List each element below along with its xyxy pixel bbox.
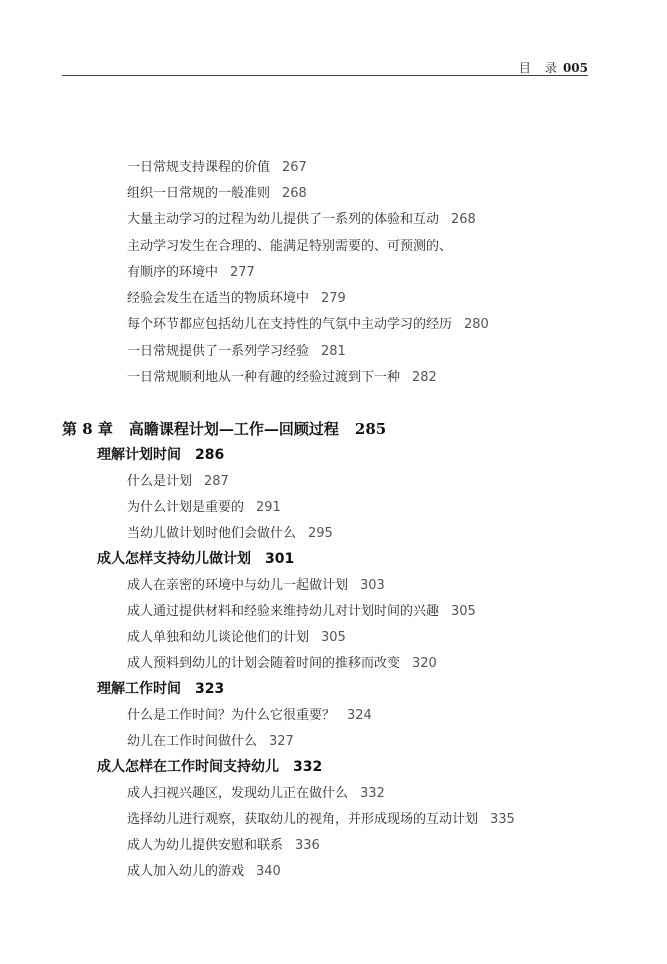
toc-entry[interactable] <box>127 860 281 879</box>
toc-entry-page: 305 <box>451 604 476 619</box>
chapter-page: 285 <box>354 420 387 438</box>
toc-entry-page: 320 <box>412 656 437 671</box>
toc-entry-page: 305 <box>321 630 346 645</box>
toc-entry-text: 成人在亲密的环境中与幼儿一起做计划 <box>127 578 349 593</box>
toc-entry-page: 336 <box>295 838 320 853</box>
toc-entry[interactable] <box>127 704 372 723</box>
toc-entry[interactable] <box>127 313 489 332</box>
toc-entry-text: 有顺序的环境中 <box>127 265 219 280</box>
header-title-part-2: 录 <box>544 61 557 75</box>
toc-entry-text: 主动学习发生在合理的、能满足特别需要的、可预测的、 <box>127 239 453 254</box>
toc-entry-text: 大量主动学习的过程为幼儿提供了一系列的体验和互动 <box>127 212 440 227</box>
toc-entry-page: 335 <box>490 812 515 827</box>
toc-entry[interactable] <box>127 340 346 359</box>
toc-entry-page: 277 <box>230 265 255 280</box>
toc-entry-page: 303 <box>360 578 385 593</box>
toc-entry[interactable] <box>127 626 346 645</box>
toc-entry[interactable] <box>127 156 307 175</box>
toc-entry[interactable] <box>127 600 476 619</box>
chapter-heading[interactable] <box>62 418 386 439</box>
section-page: 323 <box>195 681 225 697</box>
section-page: 301 <box>265 551 295 567</box>
toc-entry-page: 327 <box>269 734 294 749</box>
toc-entry-text: 成人加入幼儿的游戏 <box>127 864 245 879</box>
toc-entry-text: 一日常规支持课程的价值 <box>127 160 271 175</box>
toc-entry-page: 295 <box>308 526 333 541</box>
toc-entry-text: 经验会发生在适当的物质环境中 <box>127 291 310 306</box>
chapter-title: 高瞻课程计划—工作—回顾过程 <box>128 420 339 438</box>
toc-entry[interactable] <box>127 261 255 280</box>
header-title-part-1: 目 <box>518 61 531 75</box>
toc-entry-page: 268 <box>282 186 307 201</box>
toc-entry-text: 当幼儿做计划时他们会做什么 <box>127 526 297 541</box>
toc-entry-text: 每个环节都应包括幼儿在支持性的气氛中主动学习的经历 <box>127 317 453 332</box>
toc-entry-text: 成人预料到幼儿的计划会随着时间的推移而改变 <box>127 656 401 671</box>
toc-entry-page: 281 <box>321 344 346 359</box>
section-page: 286 <box>195 447 225 463</box>
toc-entry-page: 279 <box>321 291 346 306</box>
toc-entry-text: 什么是工作时间？为什么它很重要？ <box>127 708 336 723</box>
toc-entry[interactable] <box>127 208 476 227</box>
running-header <box>62 59 588 76</box>
toc-entry-page: 332 <box>360 786 385 801</box>
section-heading[interactable] <box>97 678 224 698</box>
toc-entry-text: 一日常规提供了一系列学习经验 <box>127 344 310 359</box>
toc-entry-text: 一日常规顺利地从一种有趣的经验过渡到下一种 <box>127 370 401 385</box>
section-page: 332 <box>293 759 323 775</box>
section-title: 成人怎样在工作时间支持幼儿 <box>97 759 279 775</box>
toc-entry[interactable] <box>127 782 385 801</box>
toc-entry-page: 287 <box>204 474 229 489</box>
toc-entry-page: 280 <box>464 317 489 332</box>
section-title: 理解计划时间 <box>97 447 181 463</box>
toc-entry-text: 幼儿在工作时间做什么 <box>127 734 258 749</box>
toc-entry[interactable] <box>127 652 437 671</box>
toc-entry[interactable] <box>127 182 307 201</box>
toc-entry-page: 267 <box>282 160 307 175</box>
toc-entry[interactable] <box>127 730 294 749</box>
toc-entry[interactable] <box>127 496 281 515</box>
page-number: 005 <box>562 61 588 75</box>
toc-entry-page: 291 <box>256 500 281 515</box>
toc-entry[interactable] <box>127 808 515 827</box>
section-heading[interactable] <box>97 444 224 464</box>
toc-entry-page: 282 <box>412 370 437 385</box>
section-heading[interactable] <box>97 756 322 776</box>
toc-entry[interactable] <box>127 574 385 593</box>
toc-entry-page: 340 <box>256 864 281 879</box>
toc-entry[interactable] <box>127 366 437 385</box>
toc-entry-text: 组织一日常规的一般准则 <box>127 186 271 201</box>
toc-entry-text: 什么是计划 <box>127 474 193 489</box>
toc-entry[interactable] <box>127 235 452 254</box>
toc-entry-text: 成人单独和幼儿谈论他们的计划 <box>127 630 310 645</box>
toc-entry-text: 成人扫视兴趣区，发现幼儿正在做什么 <box>127 786 349 801</box>
toc-entry[interactable] <box>127 287 346 306</box>
toc-entry-page: 324 <box>347 708 372 723</box>
header-text <box>519 59 588 76</box>
toc-entry-text: 选择幼儿进行观察，获取幼儿的视角，并形成现场的互动计划 <box>127 812 479 827</box>
toc-entry-text: 成人通过提供材料和经验来维持幼儿对计划时间的兴趣 <box>127 604 440 619</box>
toc-entry[interactable] <box>127 834 320 853</box>
toc-entry[interactable] <box>127 522 333 541</box>
toc-entry-page: 268 <box>451 212 476 227</box>
chapter-number: 第 8 章 <box>62 420 113 438</box>
toc-entry-text: 为什么计划是重要的 <box>127 500 245 515</box>
section-title: 成人怎样支持幼儿做计划 <box>97 551 251 567</box>
section-heading[interactable] <box>97 548 294 568</box>
toc-entry[interactable] <box>127 470 229 489</box>
section-title: 理解工作时间 <box>97 681 181 697</box>
toc-entry-text: 成人为幼儿提供安慰和联系 <box>127 838 284 853</box>
